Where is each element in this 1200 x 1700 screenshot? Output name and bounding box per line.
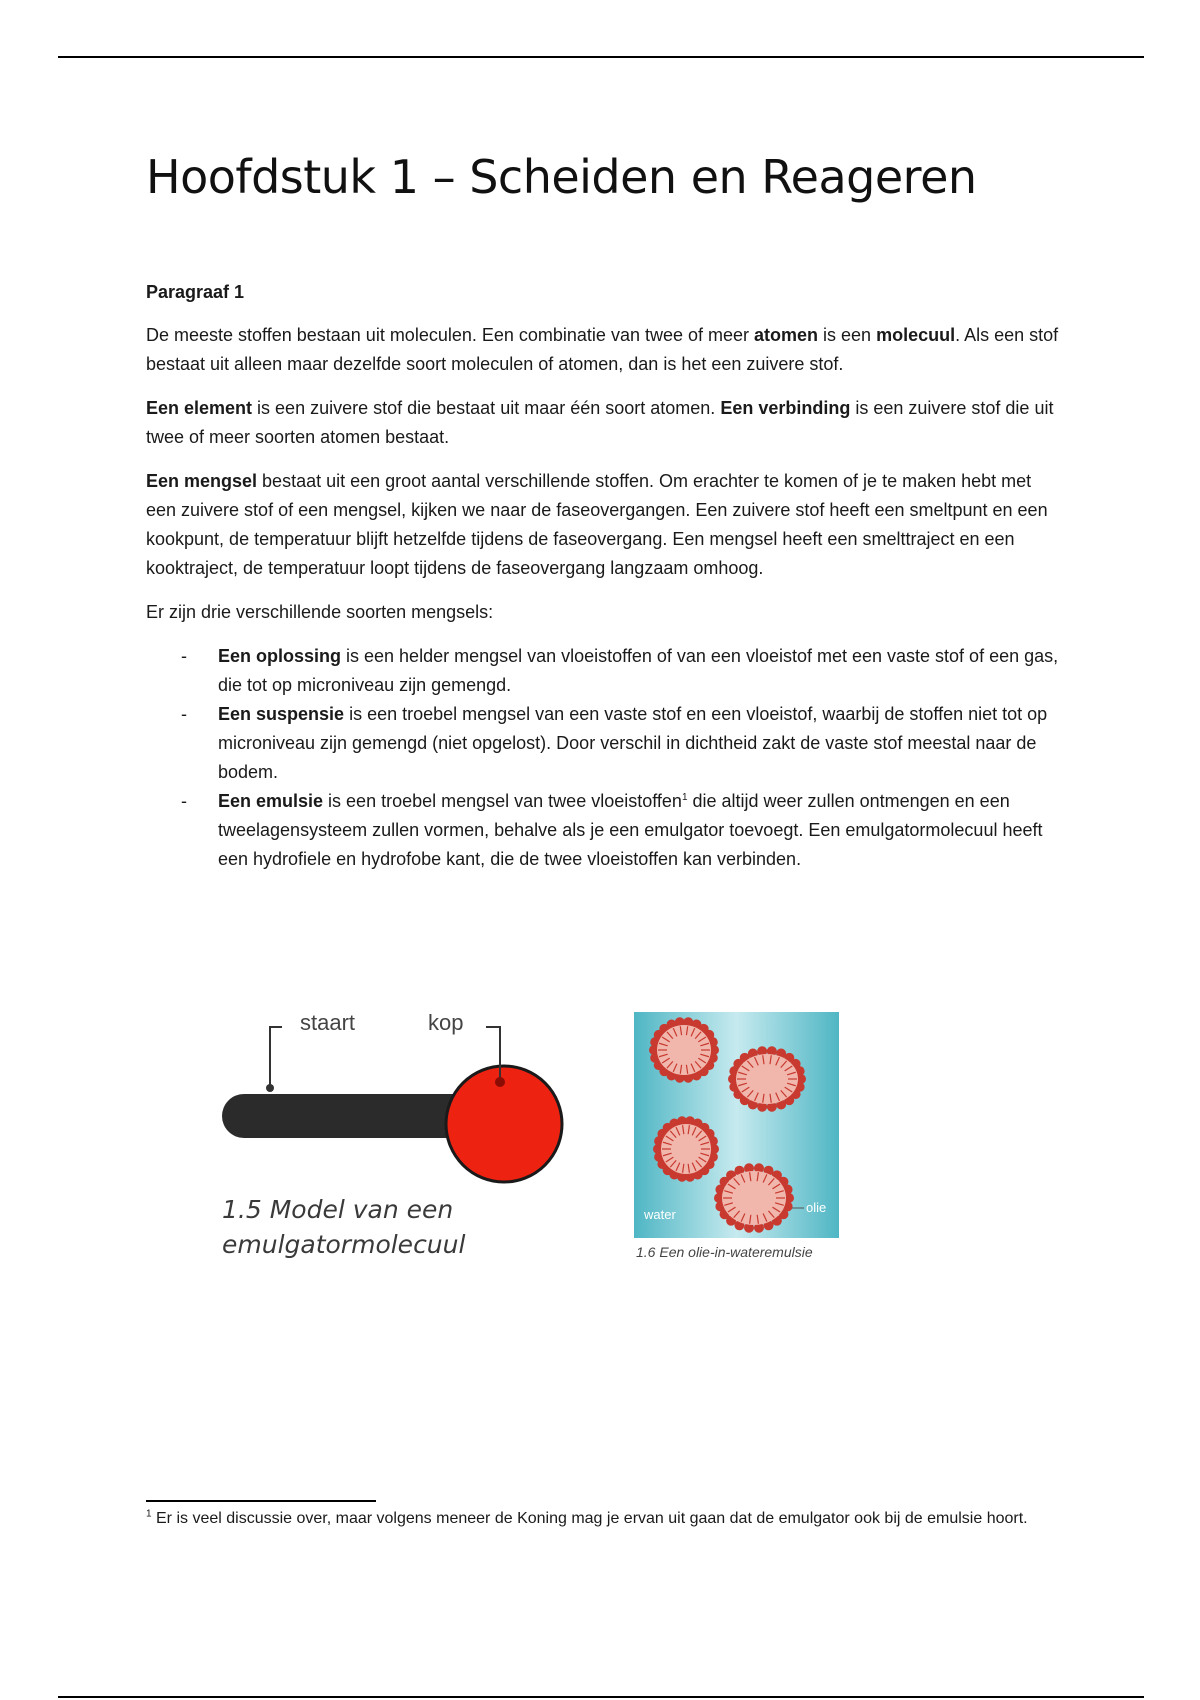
list-dash: - <box>181 791 187 811</box>
term-suspensie: Een suspensie <box>218 704 345 724</box>
text-run: bestaat uit een groot aantal verschillende stoffen. Om erachter te komen of je te maken hebt met een zuivere stof of een mengsel, kijken we naar de faseovergangen. Een zuivere stof heeft een smeltpunt en een kookpunt, de temperatuur blijft hetzelfde tijdens de faseovergang. Een mengsel heeft een smelttraject en een kooktraject, de temperatuur loopt tijdens de faseovergang langzaam omhoog. <box>146 471 1048 578</box>
figure-caption <box>222 1192 465 1262</box>
paragraph-mengsel <box>146 467 1066 583</box>
body-text <box>146 278 1066 874</box>
label-head: kop <box>428 1010 464 1035</box>
paragraph-molecules <box>146 321 1066 379</box>
text-run: De meeste stoffen bestaan uit moleculen. Een combinatie van twee of meer <box>146 325 755 345</box>
tail-pointer-line <box>270 1027 282 1086</box>
figure-emulgator-model <box>208 1006 588 1276</box>
emulsion-illustration <box>634 1012 839 1238</box>
term-atomen: atomen <box>754 325 819 345</box>
term-element: Een element <box>146 398 253 418</box>
mixture-list <box>146 642 1066 874</box>
footnote-mark: 1 <box>146 1508 152 1520</box>
footer-rule <box>58 1696 1144 1698</box>
head-pointer-dot <box>495 1077 505 1087</box>
paragraph-intro-list: Er zijn drie verschillende soorten mengsels: <box>146 602 494 622</box>
text-run: die altijd weer zullen ontmengen en een tweelagensysteem zullen vormen, behalve als je een emulgator toevoegt. Een emulgatormolecuul heeft een hydrofiele en hydrofobe kant, die de twee vloeistoffen kan verbinden. <box>218 791 1043 869</box>
header-rule <box>58 56 1144 58</box>
section-heading: Paragraaf 1 <box>146 282 245 302</box>
caption-line: emulgatormolecuul <box>222 1230 466 1259</box>
footnote-reference[interactable]: 1 <box>681 792 688 803</box>
tail-pointer-dot <box>266 1084 274 1092</box>
figure-caption: 1.6 Een olie-in-wateremulsie <box>636 1244 813 1260</box>
text-run: is een helder mengsel van vloeistoffen of van een vloeistof met een vaste stof of een gas, die tot op microniveau zijn gemengd. <box>218 646 1059 695</box>
figure-emulsion <box>634 1012 839 1272</box>
footnote-text: Er is veel discussie over, maar volgens meneer de Koning mag je ervan uit gaan dat de emulgator ook bij de emulsie hoort. <box>151 1510 1028 1527</box>
paragraph-element <box>146 394 1066 452</box>
list-item <box>146 700 1066 787</box>
text-run: is een zuivere stof die uit twee of meer soorten atomen bestaat. <box>146 398 1054 447</box>
list-dash: - <box>181 704 187 724</box>
label-oil: olie <box>806 1200 827 1215</box>
term-emulsie: Een emulsie <box>218 791 324 811</box>
molecule-tail <box>222 1094 482 1138</box>
list-item <box>146 787 1066 874</box>
term-mengsel: Een mengsel <box>146 471 258 491</box>
emulgator-molecule-diagram <box>208 1006 588 1196</box>
term-molecuul: molecuul <box>876 325 956 345</box>
text-run: is een <box>818 325 877 345</box>
text-run: is een troebel mengsel van een vaste stof en een vloeistof, waarbij de stoffen niet tot op microniveau zijn gemengd (niet opgelost). Door verschil in dichtheid zakt de vaste stof meestal naar de bodem. <box>218 704 1048 782</box>
text-run: is een troebel mengsel van twee vloeistoffen <box>323 791 682 811</box>
label-tail: staart <box>300 1010 356 1035</box>
list-dash: - <box>181 646 187 666</box>
term-verbinding: Een verbinding <box>720 398 851 418</box>
text-run: . Als een stof bestaat uit alleen maar dezelfde soort moleculen of atomen, dan is het een zuivere stof. <box>146 325 1059 374</box>
label-water: water <box>644 1207 676 1222</box>
caption-line: 1.5 Model van een <box>222 1195 454 1224</box>
footnote-separator <box>146 1500 376 1502</box>
page-title: Hoofdstuk 1 – Scheiden en Reageren <box>146 150 977 204</box>
text-run: is een zuivere stof die bestaat uit maar één soort atomen. <box>252 398 721 418</box>
footnote <box>146 1506 1066 1531</box>
term-oplossing: Een oplossing <box>218 646 342 666</box>
list-item <box>146 642 1066 700</box>
